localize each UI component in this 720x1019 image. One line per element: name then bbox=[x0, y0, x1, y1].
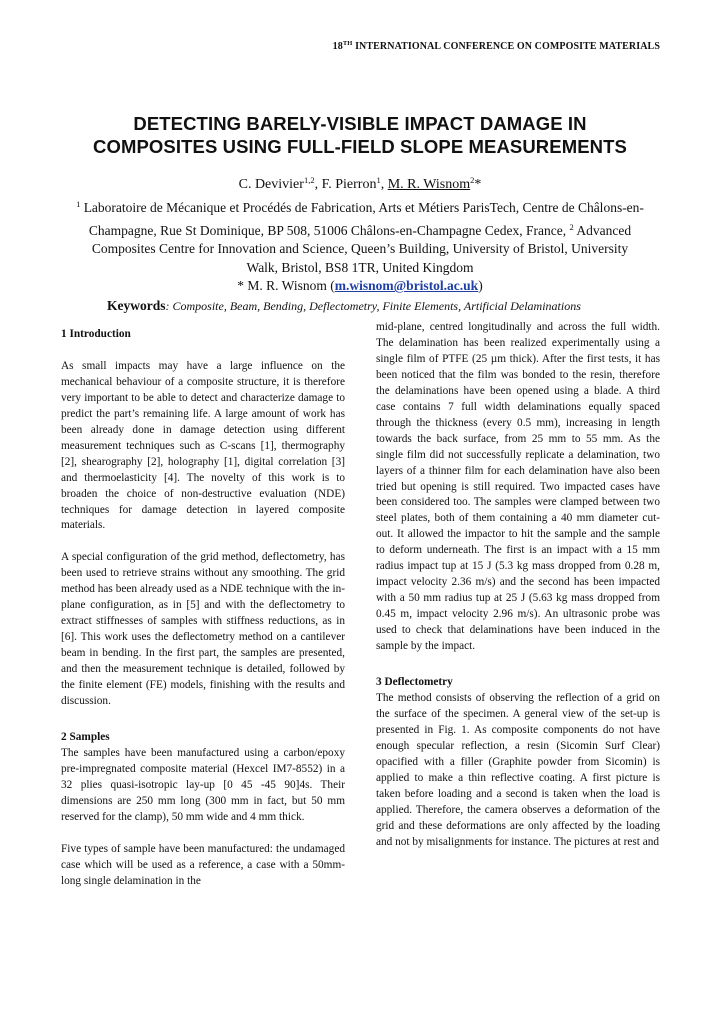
author-wisnom-affil: 2 bbox=[470, 175, 475, 185]
author-devivier: C. Devivier bbox=[238, 177, 304, 192]
affiliation-1-text: Laboratoire de Mécanique et Procédés de Fabrication, Arts et Métiers ParisTech, Centre de Châlons-en-Champagne, Rue St Dominique, BP 508, 51006 Châlons-en-Champagne Cedex, France, bbox=[80, 200, 644, 238]
keywords-label: Keywords bbox=[107, 298, 166, 313]
affiliation-2-text: Advanced Composites Centre for Innovation and Science, Queen’s Building, University of Bristol, University Walk, Bristol, BS8 1TR, United Kingdom bbox=[91, 222, 632, 275]
section-heading-samples: 2 Samples bbox=[61, 730, 110, 743]
author-devivier-affil: 1,2 bbox=[303, 175, 315, 185]
paper-title bbox=[40, 112, 680, 158]
corresponding-author-prefix: * M. R. Wisnom ( bbox=[237, 278, 335, 294]
left-column bbox=[61, 320, 345, 890]
samples-paragraph-continued: mid-plane, centred longitudinally and across the full width. The delamination has been realized experimentally using a single film of PTFE (25 µm thick). After the first tests, it has been noticed that the film was bonded to the resin, therefore the delaminations have been opened using a blade. A third case contains 7 full width delaminations equally spaced through the thickness (every 0.5 mm), increasing in length towards the back surface, from 25 mm to 55 mm. As the single film did not successfully replicate a delamination, two layers of a thinner film for each delamination have also been tried but opening is still required. Two impacted cases have been considered too. The samples were clamped between two steel plates, both of them containing a 40 mm diameter cut-out. It allowed the impactor to hit the sample and the sample to deform underneath. The first is an impact with a 15 mm radius impact tup at 15 J (5.3 kg mass dropped from 0.28 m, impact velocity 2.36 m/s) and the second has been impacted with a 50 mm radius tup at 25 J (5.63 kg mass dropped from 0.45 m, impact velocity 2.96 m/s). An ultrasonic probe was used to check that delaminations have been induced in the sample by the impact. bbox=[376, 321, 660, 653]
corresponding-email-link[interactable]: m.wisnom@bristol.ac.uk bbox=[334, 278, 479, 294]
deflectometry-paragraph-1: The method consists of observing the reflection of a grid on the surface of the specimen. A general view of the set-up is presented in Fig. 1. As composite components do not have enough specular reflection, a resin (Sicomin Surf Clear) opacified with a filler (Graphite powder from Sicomin) is applied to make a thin reflective coating. A first picture is taken before loading and a second is taken when the load is applied. Therefore, the camera observes a deformation of the grid and these deformations are only affected by the loading and not by misalignments for instance. The pictures at rest and bbox=[376, 691, 660, 848]
conference-number: 18 bbox=[332, 41, 343, 52]
conference-ordinal: TH bbox=[342, 40, 353, 47]
keywords-text: : Composite, Beam, Bending, Deflectometry, Finite Elements, Artificial Delaminations bbox=[165, 299, 581, 313]
conference-header bbox=[0, 40, 720, 52]
author-pierron: F. Pierron bbox=[321, 177, 377, 192]
author-list: C. Devivier$^{1,2}$, F. Pierron$^1$, M. R. Wisnom$^2$* bbox=[238, 175, 482, 192]
samples-paragraph-1: The samples have been manufactured using a carbon/epoxy pre-impregnated composite material (Hexcel IM7-8552) in a 32 plies quasi-isotropic lay-up [0 45 -45 90]4s. Their dimensions are 250 mm long (300 mm in fact, but 50 mm reserved for the clamp), 50 mm wide and 4 mm thick. bbox=[61, 746, 345, 823]
section-heading-introduction: 1 Introduction bbox=[61, 328, 131, 340]
intro-paragraph-1: As small impacts may have a large influence on the mechanical behaviour of a composite structure, it is therefore very important to be able to detect and characterize damage to predict the part’s remaining life. A large amount of work has been already done in damage detection using different measurement techniques such as C-scans [1], thermography [2], shearography [2], holography [1], digital correlation [3] and thermoelasticity [4]. The novelty of this work is to broaden the choice of non-destructive evaluation (NDE) techniques for damage detection in layered composite materials. bbox=[61, 359, 345, 532]
affiliation-2-marker: 2 bbox=[569, 221, 574, 232]
author-pierron-affil: 1 bbox=[376, 175, 381, 185]
samples-paragraph-2: Five types of sample have been manufactured: the undamaged case which will be used as a reference, a case with a 50mm-long single delamination in the bbox=[61, 842, 345, 887]
keywords-line bbox=[107, 298, 667, 314]
title-line-2: COMPOSITES USING FULL-FIELD SLOPE MEASUREMENTS bbox=[93, 136, 627, 157]
corresponding-author-mark: * bbox=[474, 177, 482, 192]
affiliation-1-marker: 1 bbox=[76, 199, 81, 209]
section-heading-deflectometry: 3 Deflectometry bbox=[376, 676, 453, 689]
right-column bbox=[376, 320, 660, 851]
affiliations bbox=[75, 195, 645, 296]
corresponding-author-suffix: ) bbox=[478, 278, 483, 294]
conference-name: INTERNATIONAL CONFERENCE ON COMPOSITE MATERIALS bbox=[352, 41, 660, 52]
author-wisnom: M. R. Wisnom bbox=[387, 177, 471, 192]
title-line-1: DETECTING BARELY-VISIBLE IMPACT DAMAGE IN bbox=[133, 113, 587, 134]
intro-paragraph-2: A special configuration of the grid method, deflectometry, has been used to retrieve strains without any smoothing. The grid method has been already used as a NDE technique with the in-plane configuration, as in [5] and with the deflectometry to extract stiffnesses of samples with stiffness reductions, as in [6]. This work uses the deflectometry method on a cantilever beam in bending. In the first part, the samples are presented, and then the measurement technique is detailed, followed by the finite element (FE) models, finishing with the results and discussion. bbox=[61, 551, 345, 708]
